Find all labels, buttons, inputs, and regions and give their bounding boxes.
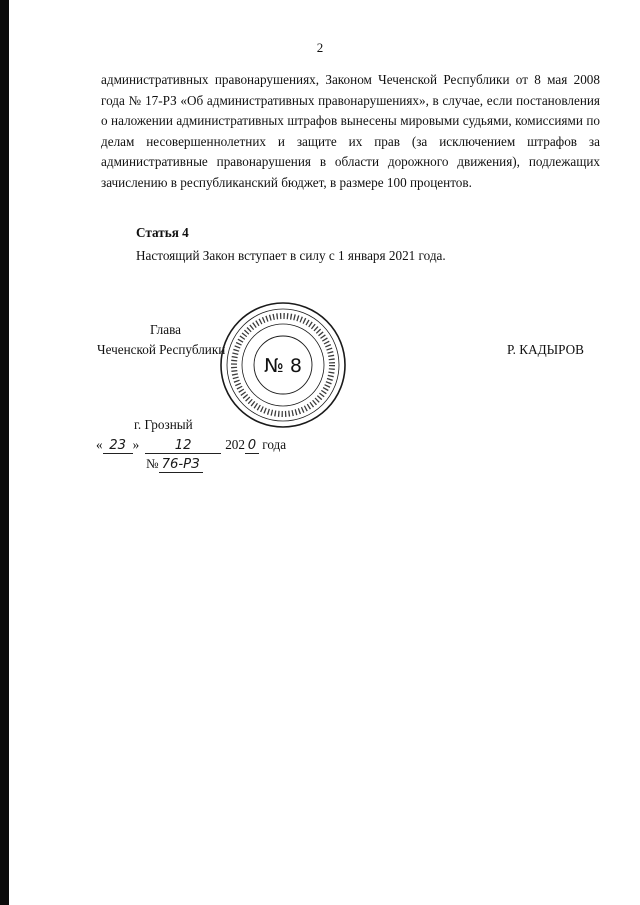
signatory-region: Чеченской Республики: [97, 342, 226, 357]
date-month-handwritten: 12: [145, 438, 221, 454]
date-year-prefix: 202: [225, 437, 245, 452]
page-number: 2: [316, 40, 324, 55]
date-open-quote: «: [96, 437, 103, 452]
signatory-title: Глава: [150, 322, 181, 337]
registration-prefix: №: [146, 456, 159, 471]
scan-edge-bar: [0, 0, 9, 905]
article-heading: Статья 4: [136, 225, 189, 240]
registration-number: [146, 456, 203, 473]
date-year-suffix: года: [258, 437, 287, 452]
article-text: Настоящий Закон вступает в силу с 1 января 2021 года.: [136, 248, 446, 263]
seal-number: № 8: [264, 355, 302, 377]
date-close-quote: »: [132, 437, 140, 452]
official-seal: [218, 300, 348, 430]
date-year-handwritten: 0: [245, 438, 259, 454]
issue-date: [96, 437, 286, 454]
body-paragraph: административных правонарушениях, Законом Чеченской Республики от 8 мая 2008 года № 17-РЗ «Об административных правонарушениях», в случае, если постановления о наложении административных штрафов вынесены мировыми судьями, комиссиями по делам несовершеннолетних и защите их прав (за исключением штрафов за административные правонарушения в области дорожного движения), подлежащих зачислению в республиканский бюджет, в размере 100 процентов.: [101, 72, 600, 190]
signatory-name: Р. КАДЫРОВ: [507, 342, 584, 357]
issue-city: г. Грозный: [134, 417, 193, 432]
date-day-handwritten: 23: [103, 438, 133, 454]
registration-handwritten: 76-РЗ: [159, 457, 203, 473]
